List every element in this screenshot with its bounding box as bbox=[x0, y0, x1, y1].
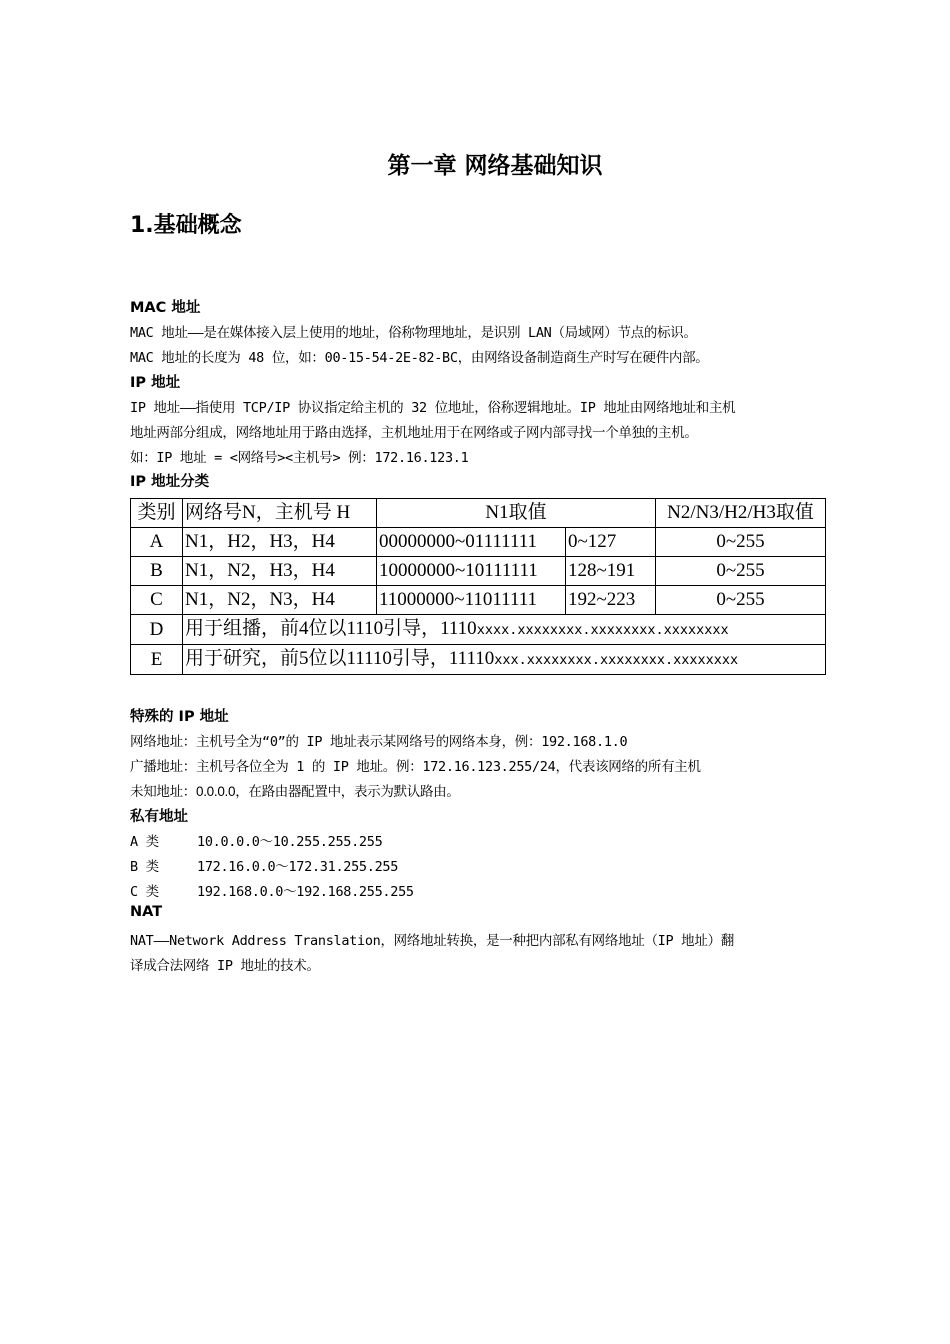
nat-line-2: 译成合法网络 IP 地址的技术。 bbox=[130, 958, 320, 974]
table-row bbox=[131, 615, 826, 645]
private-range: 172.16.0.0～172.31.255.255 bbox=[197, 859, 399, 875]
class-cell: C bbox=[131, 586, 183, 615]
ip-line-3: 如：IP 地址 = <网络号><主机号> 例：172.16.123.1 bbox=[130, 450, 469, 466]
special-line-1: 网络地址：主机号全为“0”的 IP 地址表示某网络号的网络本身，例：192.168.1.0 bbox=[130, 734, 628, 750]
private-row-b bbox=[130, 855, 398, 875]
rest-range-cell: 0~255 bbox=[656, 557, 826, 586]
ip-class-table bbox=[130, 498, 826, 675]
private-range: 10.0.0.0～10.255.255.255 bbox=[197, 834, 383, 850]
research-mask: xxx.xxxxxxxx.xxxxxxxx.xxxxxxxx bbox=[494, 652, 739, 668]
private-row-a bbox=[130, 830, 382, 850]
unknown-address-value: 0.0.0.0 bbox=[196, 784, 236, 799]
nat-line-1: NAT——Network Address Translation，网络地址转换，是一种把内部私有网络地址（IP 地址）翻 bbox=[130, 933, 734, 949]
special-line-3 bbox=[130, 780, 460, 800]
research-description-cell bbox=[183, 645, 826, 675]
decimal-range-cell: 0~127 bbox=[566, 528, 656, 557]
binary-range-cell: 10000000~10111111 bbox=[377, 557, 566, 586]
research-text: 用于研究，前5位以11110引导，11110 bbox=[185, 648, 495, 669]
class-cell: D bbox=[131, 615, 183, 645]
mac-line-2: MAC 地址的长度为 48 位，如：00-15-54-2E-82-BC，由网络设备制造商生产时写在硬件内部。 bbox=[130, 350, 709, 366]
table-row bbox=[131, 645, 826, 675]
multicast-description-cell bbox=[183, 615, 826, 645]
header-fields: 网络号N，主机号 H bbox=[183, 499, 377, 528]
decimal-range-cell: 192~223 bbox=[566, 586, 656, 615]
class-cell: A bbox=[131, 528, 183, 557]
ip-heading: IP 地址 bbox=[130, 375, 181, 391]
header-rest: N2/N3/H2/H3取值 bbox=[656, 499, 826, 528]
multicast-mask: xxxx.xxxxxxxx.xxxxxxxx.xxxxxxxx bbox=[476, 622, 729, 638]
binary-range-cell: 11000000~11011111 bbox=[377, 586, 566, 615]
private-label: A 类 bbox=[130, 834, 159, 850]
binary-range-cell: 00000000~01111111 bbox=[377, 528, 566, 557]
mac-heading: MAC 地址 bbox=[130, 300, 201, 316]
mac-line-1: MAC 地址——是在媒体接入层上使用的地址，俗称物理地址，是识别 LAN（局域网）节点的标识。 bbox=[130, 325, 697, 341]
table-row bbox=[131, 528, 826, 557]
table-row bbox=[131, 557, 826, 586]
private-range: 192.168.0.0～192.168.255.255 bbox=[197, 884, 414, 900]
multicast-text: 用于组播，前4位以1110引导，1110 bbox=[185, 618, 477, 639]
header-class: 类别 bbox=[131, 499, 183, 528]
unknown-address-desc: ，在路由器配置中，表示为默认路由。 bbox=[235, 784, 460, 800]
section-title: 1.基础概念 bbox=[130, 213, 242, 238]
decimal-range-cell: 128~191 bbox=[566, 557, 656, 586]
header-n1: N1取值 bbox=[377, 499, 656, 528]
private-label: C 类 bbox=[130, 884, 159, 900]
class-cell: E bbox=[131, 645, 183, 675]
rest-range-cell: 0~255 bbox=[656, 528, 826, 557]
chapter-title: 第一章 网络基础知识 bbox=[387, 153, 603, 179]
special-line-2: 广播地址：主机号各位全为 1 的 IP 地址。例：172.16.123.255/24，代表该网络的所有主机 bbox=[130, 759, 701, 775]
ip-line-1: IP 地址——指使用 TCP/IP 协议指定给主机的 32 位地址，俗称逻辑地址。IP 地址由网络地址和主机 bbox=[130, 400, 736, 416]
nat-heading: NAT bbox=[130, 904, 163, 920]
ip-line-2: 地址两部分组成，网络地址用于路由选择，主机地址用于在网络或子网内部寻找一个单独的主机。 bbox=[130, 425, 698, 441]
special-heading: 特殊的 IP 地址 bbox=[130, 709, 229, 725]
fields-cell: N1，N2，H3，H4 bbox=[183, 557, 377, 586]
rest-range-cell: 0~255 bbox=[656, 586, 826, 615]
fields-cell: N1，N2，N3，H4 bbox=[183, 586, 377, 615]
fields-cell: N1，H2，H3，H4 bbox=[183, 528, 377, 557]
class-table-heading: IP 地址分类 bbox=[130, 474, 210, 490]
table-header-row bbox=[131, 499, 826, 528]
private-heading: 私有地址 bbox=[130, 809, 188, 825]
table-row bbox=[131, 586, 826, 615]
private-label: B 类 bbox=[130, 859, 159, 875]
private-row-c bbox=[130, 880, 414, 900]
class-cell: B bbox=[131, 557, 183, 586]
unknown-address-label: 未知地址： bbox=[130, 784, 196, 800]
